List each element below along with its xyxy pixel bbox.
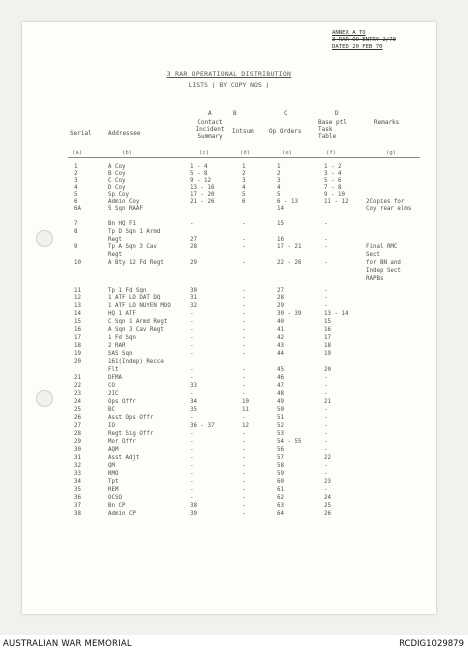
cell-addressee: OCSO	[108, 495, 122, 501]
cell-contact-summary: 38	[190, 503, 197, 509]
cell-contact-summary: -	[190, 221, 194, 227]
cell-addressee: Asst Adjt	[108, 455, 140, 461]
cell-contact-summary: 5 - 8	[190, 171, 208, 177]
cell-contact-summary: -	[190, 495, 194, 501]
cell-intsum: -	[242, 244, 246, 250]
cell-serial: 2	[74, 171, 78, 177]
cell-contact-summary: 28	[190, 244, 197, 250]
cell-addressee: C Sqn 1 Armd Regt	[108, 319, 168, 325]
cell-op-orders: 3	[277, 178, 281, 184]
cell-base-ptl: 22	[324, 455, 331, 461]
cell-addressee: Flt	[108, 367, 119, 373]
cell-serial: 14	[74, 311, 81, 317]
footer-institution: AUSTRALIAN WAR MEMORIAL	[3, 639, 132, 649]
cell-serial: 18	[74, 343, 81, 349]
cell-addressee: 1 ATF LO DAT DQ	[108, 295, 161, 301]
cell-intsum: 5	[242, 192, 246, 198]
cell-intsum: -	[242, 455, 246, 461]
cell-intsum: 10	[242, 399, 249, 405]
cell-serial: 21	[74, 375, 81, 381]
cell-op-orders: 45	[277, 367, 284, 373]
cell-base-ptl: -	[324, 471, 328, 477]
cell-op-orders: 22 - 26	[277, 260, 302, 266]
cell-intsum: -	[242, 391, 246, 397]
cell-base-ptl: 25	[324, 503, 331, 509]
cell-contact-summary: -	[190, 335, 194, 341]
cell-intsum: -	[242, 237, 246, 243]
cell-addressee: 1 Fd Sqn	[108, 335, 136, 341]
header-a-letter: A	[208, 110, 212, 117]
subheader-e: (e)	[282, 150, 293, 156]
cell-intsum: -	[242, 439, 246, 445]
cell-intsum: -	[242, 479, 246, 485]
cell-addressee: A Bty 12 Fd Regt	[108, 260, 164, 266]
cell-addressee: Bn CP	[108, 503, 126, 509]
cell-addressee: Tp A Sqn 3 Cav	[108, 244, 157, 250]
cell-remarks: RAPBs	[366, 276, 384, 282]
cell-serial: 15	[74, 319, 81, 325]
cell-op-orders: 56	[277, 447, 284, 453]
cell-contact-summary: 31	[190, 295, 197, 301]
cell-intsum: -	[242, 447, 246, 453]
cell-intsum: 12	[242, 423, 249, 429]
cell-contact-summary: -	[190, 319, 194, 325]
cell-serial: 3	[74, 178, 78, 184]
cell-op-orders: 28	[277, 295, 284, 301]
cell-addressee: HQ 1 ATF	[108, 311, 136, 317]
annex-date-line: DATED 20 FEB 70	[332, 44, 383, 50]
cell-addressee: Regt	[108, 237, 122, 243]
subheader-f: (f)	[326, 150, 337, 156]
cell-serial: 5	[74, 192, 78, 198]
cell-base-ptl: -	[324, 244, 328, 250]
cell-serial: 35	[74, 487, 81, 493]
cell-op-orders: 2	[277, 171, 281, 177]
cell-contact-summary: -	[190, 439, 194, 445]
cell-remarks: 2Copies for	[366, 199, 405, 205]
cell-intsum: -	[242, 511, 246, 517]
header-rule	[68, 157, 420, 158]
cell-serial: 10	[74, 260, 81, 266]
cell-intsum: 11	[242, 407, 249, 413]
cell-intsum: -	[242, 463, 246, 469]
cell-op-orders: 51	[277, 415, 284, 421]
cell-contact-summary: -	[190, 343, 194, 349]
cell-serial: 9	[74, 244, 78, 250]
annex-entry-line: 3 RAR OO ENTRY 2/70	[332, 37, 396, 43]
cell-base-ptl: 7 - 8	[324, 185, 342, 191]
cell-base-ptl: 13 - 14	[324, 311, 349, 317]
cell-base-ptl: -	[324, 431, 328, 437]
cell-intsum: -	[242, 367, 246, 373]
cell-base-ptl: 26	[324, 511, 331, 517]
cell-intsum: -	[242, 221, 246, 227]
subheader-b: (b)	[122, 150, 133, 156]
cell-op-orders: 49	[277, 399, 284, 405]
cell-op-orders: 17 - 21	[277, 244, 302, 250]
cell-serial: 29	[74, 439, 81, 445]
cell-base-ptl: -	[324, 391, 328, 397]
cell-base-ptl: 15	[324, 319, 331, 325]
cell-intsum: 1	[242, 164, 246, 170]
cell-serial: 6A	[74, 206, 81, 212]
header-d-letter: D	[335, 110, 339, 117]
cell-intsum: -	[242, 295, 246, 301]
cell-op-orders: 61	[277, 487, 284, 493]
cell-serial: 27	[74, 423, 81, 429]
cell-addressee: 5 Sqn RAAF	[108, 206, 143, 212]
cell-serial: 20	[74, 359, 81, 365]
cell-serial: 17	[74, 335, 81, 341]
cell-contact-summary: -	[190, 479, 194, 485]
cell-contact-summary: -	[190, 455, 194, 461]
cell-op-orders: 14	[277, 206, 284, 212]
header-addressee: Addressee	[108, 130, 141, 137]
cell-intsum: -	[242, 343, 246, 349]
cell-addressee: A Sqn 3 Cav Regt	[108, 327, 164, 333]
cell-contact-summary: -	[190, 415, 194, 421]
subheader-d: (d)	[240, 150, 251, 156]
cell-contact-summary: 21 - 26	[190, 199, 215, 205]
cell-addressee: Regt Sig Offr	[108, 431, 154, 437]
cell-base-ptl: 18	[324, 343, 331, 349]
cell-contact-summary: -	[190, 367, 194, 373]
cell-op-orders: 54 - 55	[277, 439, 302, 445]
cell-remarks: for BN and	[366, 260, 401, 266]
cell-contact-summary: 17 - 20	[190, 192, 215, 198]
cell-contact-summary: -	[190, 487, 194, 493]
cell-contact-summary: 34	[190, 399, 197, 405]
cell-intsum: 4	[242, 185, 246, 191]
cell-contact-summary: 36 - 37	[190, 423, 215, 429]
cell-base-ptl: -	[324, 375, 328, 381]
punch-hole	[36, 230, 53, 247]
archive-footer	[0, 635, 468, 654]
cell-base-ptl: 9 - 10	[324, 192, 345, 198]
cell-contact-summary: 35	[190, 407, 197, 413]
cell-addressee: Admin CP	[108, 511, 136, 517]
cell-op-orders: 16	[277, 237, 284, 243]
cell-op-orders: 4	[277, 185, 281, 191]
cell-base-ptl: 1 - 2	[324, 164, 342, 170]
cell-addressee: IO	[108, 423, 115, 429]
cell-intsum: -	[242, 471, 246, 477]
cell-base-ptl: -	[324, 415, 328, 421]
cell-intsum: -	[242, 260, 246, 266]
header-remarks: Remarks	[374, 119, 400, 126]
cell-base-ptl: -	[324, 463, 328, 469]
cell-intsum: -	[242, 288, 246, 294]
cell-addressee: 2IC	[108, 391, 119, 397]
cell-base-ptl: -	[324, 288, 328, 294]
cell-op-orders: 5	[277, 192, 281, 198]
cell-contact-summary: 32	[190, 303, 197, 309]
cell-addressee: Regt	[108, 252, 122, 258]
cell-op-orders: 57	[277, 455, 284, 461]
cell-addressee: Asst Ops Offr	[108, 415, 154, 421]
cell-serial: 8	[74, 229, 78, 235]
cell-intsum: -	[242, 375, 246, 381]
cell-intsum: -	[242, 327, 246, 333]
header-c-letter: C	[284, 110, 288, 117]
document-subtitle: LISTS ( BY COPY NOS )	[188, 81, 270, 89]
cell-op-orders: 1	[277, 164, 281, 170]
cell-addressee: DFMA	[108, 375, 122, 381]
header-intsum: Intsum	[232, 128, 254, 135]
cell-contact-summary: -	[190, 311, 194, 317]
cell-contact-summary: -	[190, 327, 194, 333]
cell-addressee: 2 RAR	[108, 343, 126, 349]
cell-op-orders: 53	[277, 431, 284, 437]
cell-serial: 22	[74, 383, 81, 389]
cell-intsum: 6	[242, 199, 246, 205]
cell-op-orders: 59	[277, 471, 284, 477]
cell-base-ptl: -	[324, 439, 328, 445]
footer-reference: RCDIG1029879	[399, 639, 464, 649]
header-contact-line3: Summary	[197, 133, 223, 140]
cell-addressee: CO	[108, 383, 115, 389]
cell-intsum: -	[242, 311, 246, 317]
cell-intsum: -	[242, 415, 246, 421]
cell-op-orders: 27	[277, 288, 284, 294]
cell-op-orders: 43	[277, 343, 284, 349]
annex-reference	[332, 30, 428, 51]
cell-op-orders: 58	[277, 463, 284, 469]
cell-base-ptl: -	[324, 447, 328, 453]
cell-intsum: 2	[242, 171, 246, 177]
cell-intsum: -	[242, 351, 246, 357]
cell-op-orders: 44	[277, 351, 284, 357]
cell-addressee: BC	[108, 407, 115, 413]
cell-serial: 11	[74, 288, 81, 294]
cell-serial: 23	[74, 391, 81, 397]
cell-remarks: Final RMC	[366, 244, 398, 250]
cell-op-orders: 47	[277, 383, 284, 389]
cell-op-orders: 40	[277, 319, 284, 325]
cell-addressee: 1 ATF LO NUYEN MOO	[108, 303, 171, 309]
cell-base-ptl: -	[324, 407, 328, 413]
cell-addressee: QM	[108, 463, 115, 469]
cell-intsum: -	[242, 503, 246, 509]
subheader-c: (c)	[199, 150, 210, 156]
cell-addressee: Mor Offr	[108, 439, 136, 445]
cell-base-ptl: -	[324, 260, 328, 266]
cell-serial: 13	[74, 303, 81, 309]
cell-base-ptl: 20	[324, 367, 331, 373]
cell-addressee: A Coy	[108, 164, 126, 170]
cell-serial: 1	[74, 164, 78, 170]
cell-contact-summary: 33	[190, 383, 197, 389]
cell-intsum: -	[242, 335, 246, 341]
cell-op-orders: 50	[277, 407, 284, 413]
cell-base-ptl: 19	[324, 351, 331, 357]
cell-serial: 31	[74, 455, 81, 461]
cell-op-orders: 30 - 39	[277, 311, 302, 317]
cell-op-orders: 46	[277, 375, 284, 381]
cell-serial: 4	[74, 185, 78, 191]
cell-base-ptl: 24	[324, 495, 331, 501]
cell-contact-summary: 27	[190, 237, 197, 243]
cell-contact-summary: -	[190, 463, 194, 469]
cell-addressee: REM	[108, 487, 119, 493]
cell-serial: 12	[74, 295, 81, 301]
header-serial: Serial	[70, 130, 92, 137]
header-base-line3: Table	[318, 133, 337, 140]
header-contact-label	[188, 119, 232, 140]
document-page	[22, 22, 436, 614]
cell-serial: 28	[74, 431, 81, 437]
cell-op-orders: 62	[277, 495, 284, 501]
cell-base-ptl: 23	[324, 479, 331, 485]
cell-base-ptl: 17	[324, 335, 331, 341]
cell-op-orders: 52	[277, 423, 284, 429]
document-title: 3 RAR OPERATIONAL DISTRIBUTION	[166, 70, 292, 78]
cell-intsum: -	[242, 383, 246, 389]
cell-remarks: Coy rear elms	[366, 206, 412, 212]
cell-contact-summary: -	[190, 391, 194, 397]
cell-serial: 38	[74, 511, 81, 517]
cell-base-ptl: 16	[324, 327, 331, 333]
cell-contact-summary: -	[190, 431, 194, 437]
cell-op-orders: 15	[277, 221, 284, 227]
cell-contact-summary: -	[190, 375, 194, 381]
cell-contact-summary: 39	[190, 511, 197, 517]
cell-base-ptl: -	[324, 423, 328, 429]
cell-op-orders: 6 - 13	[277, 199, 298, 205]
cell-serial: 34	[74, 479, 81, 485]
cell-serial: 7	[74, 221, 78, 227]
cell-serial: 25	[74, 407, 81, 413]
cell-serial: 32	[74, 463, 81, 469]
cell-serial: 37	[74, 503, 81, 509]
cell-base-ptl: 21	[324, 399, 331, 405]
cell-base-ptl: -	[324, 303, 328, 309]
cell-addressee: RMO	[108, 471, 119, 477]
cell-serial: 6	[74, 199, 78, 205]
cell-remarks: Sect	[366, 252, 380, 258]
cell-base-ptl: 11 - 12	[324, 199, 349, 205]
cell-base-ptl: -	[324, 487, 328, 493]
cell-addressee: SAS Sqn	[108, 351, 133, 357]
cell-op-orders: 64	[277, 511, 284, 517]
header-base-line2: Task	[318, 126, 333, 133]
cell-contact-summary: 13 - 16	[190, 185, 215, 191]
cell-remarks: Indep Sect	[366, 268, 401, 274]
cell-addressee: AQM	[108, 447, 119, 453]
cell-serial: 24	[74, 399, 81, 405]
cell-addressee: Tpt	[108, 479, 119, 485]
cell-contact-summary: 30	[190, 288, 197, 294]
cell-addressee: Bn HQ F1	[108, 221, 136, 227]
cell-serial: 30	[74, 447, 81, 453]
header-base-ptl-label	[318, 119, 354, 140]
cell-intsum: -	[242, 303, 246, 309]
cell-addressee: D Coy	[108, 185, 126, 191]
cell-contact-summary: 29	[190, 260, 197, 266]
header-contact-line2: Incident	[195, 126, 225, 133]
punch-hole	[36, 390, 53, 407]
cell-base-ptl: -	[324, 383, 328, 389]
cell-addressee: Tp 1 Fd Sqn	[108, 288, 147, 294]
header-contact-line1: Contact	[197, 119, 223, 126]
cell-base-ptl: 3 - 4	[324, 171, 342, 177]
cell-contact-summary: 1 - 4	[190, 164, 208, 170]
cell-base-ptl: -	[324, 237, 328, 243]
cell-serial: 26	[74, 415, 81, 421]
cell-intsum: 3	[242, 178, 246, 184]
cell-intsum: -	[242, 319, 246, 325]
cell-op-orders: 48	[277, 391, 284, 397]
cell-base-ptl: -	[324, 295, 328, 301]
cell-intsum: -	[242, 431, 246, 437]
cell-contact-summary: 9 - 12	[190, 178, 211, 184]
cell-contact-summary: -	[190, 351, 194, 357]
cell-intsum: -	[242, 487, 246, 493]
cell-contact-summary: -	[190, 447, 194, 453]
cell-intsum: -	[242, 495, 246, 501]
cell-op-orders: 41	[277, 327, 284, 333]
cell-addressee: Ops Offr	[108, 399, 136, 405]
cell-addressee: Sp Coy	[108, 192, 129, 198]
cell-addressee: Tp D Sqn 1 Armd	[108, 229, 161, 235]
cell-base-ptl: 5 - 6	[324, 178, 342, 184]
annex-line: ANNEX A TO	[332, 30, 366, 36]
header-b-letter: B	[233, 110, 237, 117]
cell-addressee: B Coy	[108, 171, 126, 177]
cell-serial: 16	[74, 327, 81, 333]
cell-op-orders: 29	[277, 303, 284, 309]
cell-op-orders: 42	[277, 335, 284, 341]
cell-base-ptl: -	[324, 221, 328, 227]
cell-addressee: C Coy	[108, 178, 126, 184]
cell-serial: 36	[74, 495, 81, 501]
subheader-g: (g)	[386, 150, 397, 156]
cell-serial: 33	[74, 471, 81, 477]
cell-addressee: 161(Indep) Recce	[108, 359, 164, 365]
cell-op-orders: 60	[277, 479, 284, 485]
header-base-line1: Base ptl	[318, 119, 347, 126]
cell-addressee: Admin Coy	[108, 199, 140, 205]
cell-contact-summary: -	[190, 471, 194, 477]
cell-serial: 19	[74, 351, 81, 357]
header-op-orders: Op Orders	[269, 128, 302, 135]
cell-op-orders: 63	[277, 503, 284, 509]
subheader-a: (a)	[72, 150, 83, 156]
